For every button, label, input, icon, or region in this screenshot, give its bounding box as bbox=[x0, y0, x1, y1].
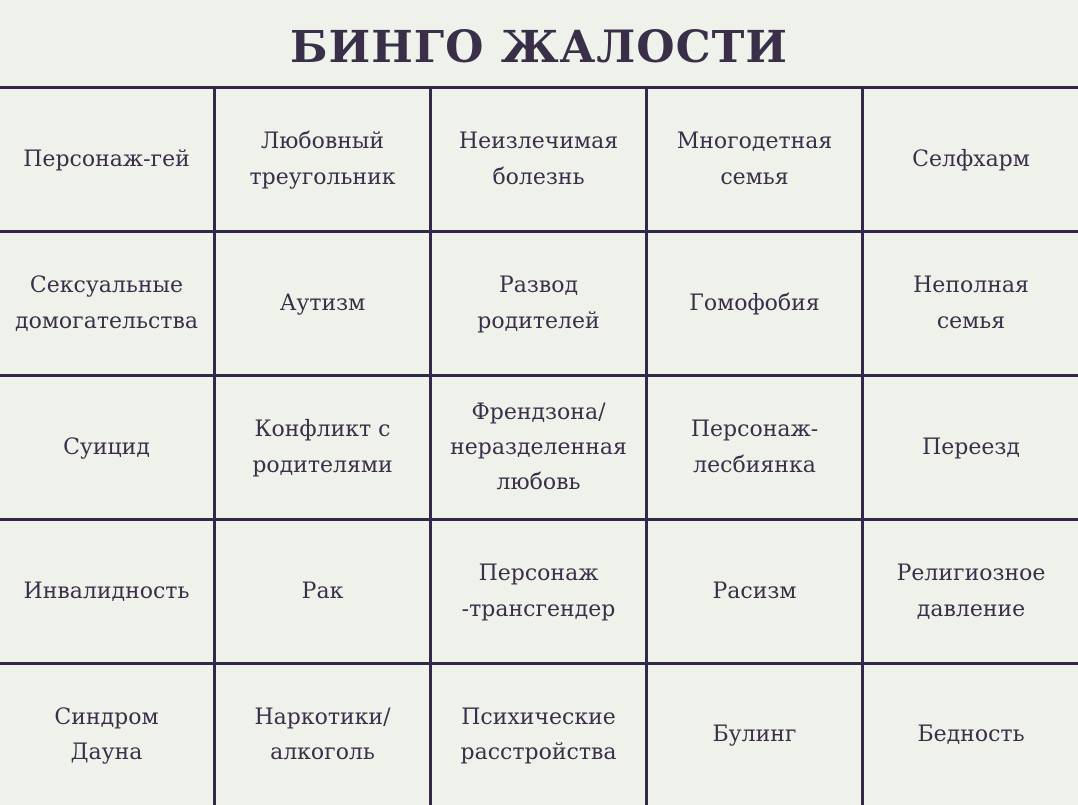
bingo-cell-label: Религиозное давление bbox=[896, 561, 1046, 622]
bingo-cell bbox=[864, 89, 1078, 233]
bingo-cell bbox=[648, 89, 864, 233]
bingo-cell-label: Суицид bbox=[63, 434, 150, 460]
bingo-cell bbox=[216, 89, 432, 233]
bingo-cell bbox=[432, 89, 648, 233]
bingo-cell-label: Персонаж- лесбиянка bbox=[690, 417, 819, 478]
bingo-cell bbox=[0, 233, 216, 377]
bingo-cell-label: Многодетная семья bbox=[676, 129, 833, 190]
bingo-cell bbox=[216, 665, 432, 805]
bingo-cell-label: Френдзона/ неразделенная любовь bbox=[450, 399, 627, 496]
bingo-cell-label: Синдром Дауна bbox=[54, 704, 159, 765]
bingo-cell bbox=[0, 89, 216, 233]
bingo-cell bbox=[864, 233, 1078, 377]
bingo-cell bbox=[216, 233, 432, 377]
bingo-cell bbox=[432, 233, 648, 377]
bingo-cell bbox=[864, 665, 1078, 805]
bingo-cell-label: Рак bbox=[301, 578, 344, 604]
bingo-grid bbox=[0, 86, 1078, 802]
bingo-cell bbox=[216, 521, 432, 665]
bingo-cell bbox=[432, 665, 648, 805]
bingo-cell bbox=[648, 521, 864, 665]
bingo-cell bbox=[0, 665, 216, 805]
bingo-cell-label: Неизлечимая болезнь bbox=[458, 129, 619, 190]
bingo-cell-label: Инвалидность bbox=[23, 578, 190, 604]
bingo-cell bbox=[648, 233, 864, 377]
bingo-cell-label: Персонаж -трансгендер bbox=[461, 561, 616, 622]
bingo-cell bbox=[0, 377, 216, 521]
bingo-cell bbox=[864, 521, 1078, 665]
bingo-cell-label: Сексуальные домогательства bbox=[15, 273, 198, 334]
bingo-cell bbox=[0, 521, 216, 665]
bingo-title: БИНГО ЖАЛОСТИ bbox=[290, 22, 788, 73]
bingo-cell bbox=[648, 377, 864, 521]
bingo-cell-label: Психические расстройства bbox=[460, 704, 617, 765]
bingo-cell bbox=[216, 377, 432, 521]
bingo-cell bbox=[864, 377, 1078, 521]
bingo-cell-label: Наркотики/ алкоголь bbox=[254, 704, 391, 765]
bingo-cell-label: Селфхарм bbox=[912, 146, 1030, 172]
bingo-cell-label: Неполная семья bbox=[913, 273, 1029, 334]
bingo-cell-label: Любовный треугольник bbox=[249, 129, 396, 190]
bingo-cell-label: Развод родителей bbox=[477, 273, 600, 334]
bingo-cell-label: Бедность bbox=[917, 722, 1025, 748]
bingo-cell-label: Аутизм bbox=[279, 290, 366, 316]
bingo-cell-label: Расизм bbox=[712, 578, 797, 604]
bingo-cell-label: Переезд bbox=[922, 434, 1020, 460]
bingo-cell-label: Булинг bbox=[712, 722, 797, 748]
bingo-cell bbox=[648, 665, 864, 805]
bingo-cell bbox=[432, 377, 648, 521]
bingo-cell-label: Гомофобия bbox=[689, 290, 820, 316]
bingo-cell-label: Конфликт с родителями bbox=[252, 417, 393, 478]
bingo-cell bbox=[432, 521, 648, 665]
bingo-cell-label: Персонаж-гей bbox=[23, 146, 190, 172]
